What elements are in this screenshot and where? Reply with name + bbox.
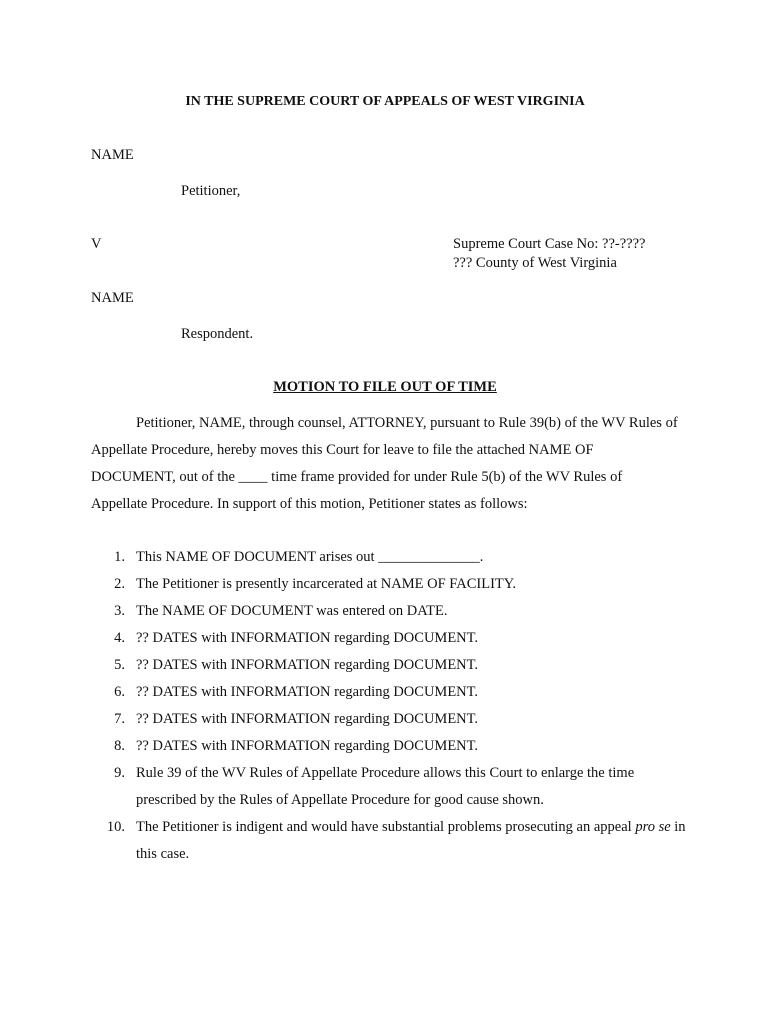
intro-paragraph xyxy=(91,410,681,518)
respondent-role: Respondent. xyxy=(181,326,254,342)
county-line: ??? County of West Virginia xyxy=(453,255,617,271)
list-item xyxy=(91,544,691,571)
petitioner-role: Petitioner, xyxy=(181,183,241,199)
list-item xyxy=(91,706,691,733)
list-item-number: 7. xyxy=(114,711,125,727)
respondent-name: NAME xyxy=(91,290,134,306)
list-item-number: 1. xyxy=(114,549,125,565)
list-item-number: 6. xyxy=(114,684,125,700)
list-item-tail: in this case. xyxy=(136,819,686,862)
list-item xyxy=(91,814,691,868)
list-item-number: 2. xyxy=(114,576,125,592)
list-item-text: ?? DATES with INFORMATION regarding DOCUMENT. xyxy=(136,657,479,673)
list-item xyxy=(91,625,691,652)
list-item-number: 9. xyxy=(114,765,125,781)
list-item-italic: pro se xyxy=(635,819,671,835)
list-item-text: ?? DATES with INFORMATION regarding DOCUMENT. xyxy=(136,738,479,754)
case-number: Supreme Court Case No: ??-???? xyxy=(453,236,646,252)
list-item xyxy=(91,598,691,625)
list-item-text: ?? DATES with INFORMATION regarding DOCUMENT. xyxy=(136,684,479,700)
list-item-text: The NAME OF DOCUMENT was entered on DATE. xyxy=(136,603,448,619)
versus-label: V xyxy=(91,236,102,252)
list-item-number: 8. xyxy=(114,738,125,754)
list-item-text: The Petitioner is indigent and would have substantial problems prosecuting an appeal xyxy=(136,819,632,835)
list-item-text: ?? DATES with INFORMATION regarding DOCUMENT. xyxy=(136,711,479,727)
numbered-list xyxy=(91,544,691,868)
list-item xyxy=(91,652,691,679)
list-item-text: Rule 39 of the WV Rules of Appellate Procedure allows this Court to enlarge the time prescribed by the Rules of Appellate Procedure for good cause shown. xyxy=(136,765,635,808)
list-item-text: The Petitioner is presently incarcerated at NAME OF FACILITY. xyxy=(136,576,516,592)
court-title: IN THE SUPREME COURT OF APPEALS OF WEST VIRGINIA xyxy=(185,94,585,109)
motion-title: MOTION TO FILE OUT OF TIME xyxy=(273,379,497,395)
list-item-number: 5. xyxy=(114,657,125,673)
list-item-number: 10. xyxy=(106,819,125,835)
list-item xyxy=(91,760,691,814)
intro-paragraph-text: Petitioner, NAME, through counsel, ATTORNEY, pursuant to Rule 39(b) of the WV Rules of Appellate Procedure, hereby moves this Court for leave to file the attached NAME OF DOCUMENT, out of the ____ time frame provided for under Rule 5(b) of the WV Rules of Appellate Procedure. In support of this motion, Petitioner states as follows: xyxy=(91,415,678,512)
list-item xyxy=(91,733,691,760)
list-item-text: This NAME OF DOCUMENT arises out ______________. xyxy=(136,549,484,565)
list-item-number: 3. xyxy=(114,603,125,619)
list-item xyxy=(91,679,691,706)
petitioner-name: NAME xyxy=(91,147,134,163)
list-item-text: ?? DATES with INFORMATION regarding DOCUMENT. xyxy=(136,630,479,646)
list-item-number: 4. xyxy=(114,630,125,646)
list-item xyxy=(91,571,691,598)
